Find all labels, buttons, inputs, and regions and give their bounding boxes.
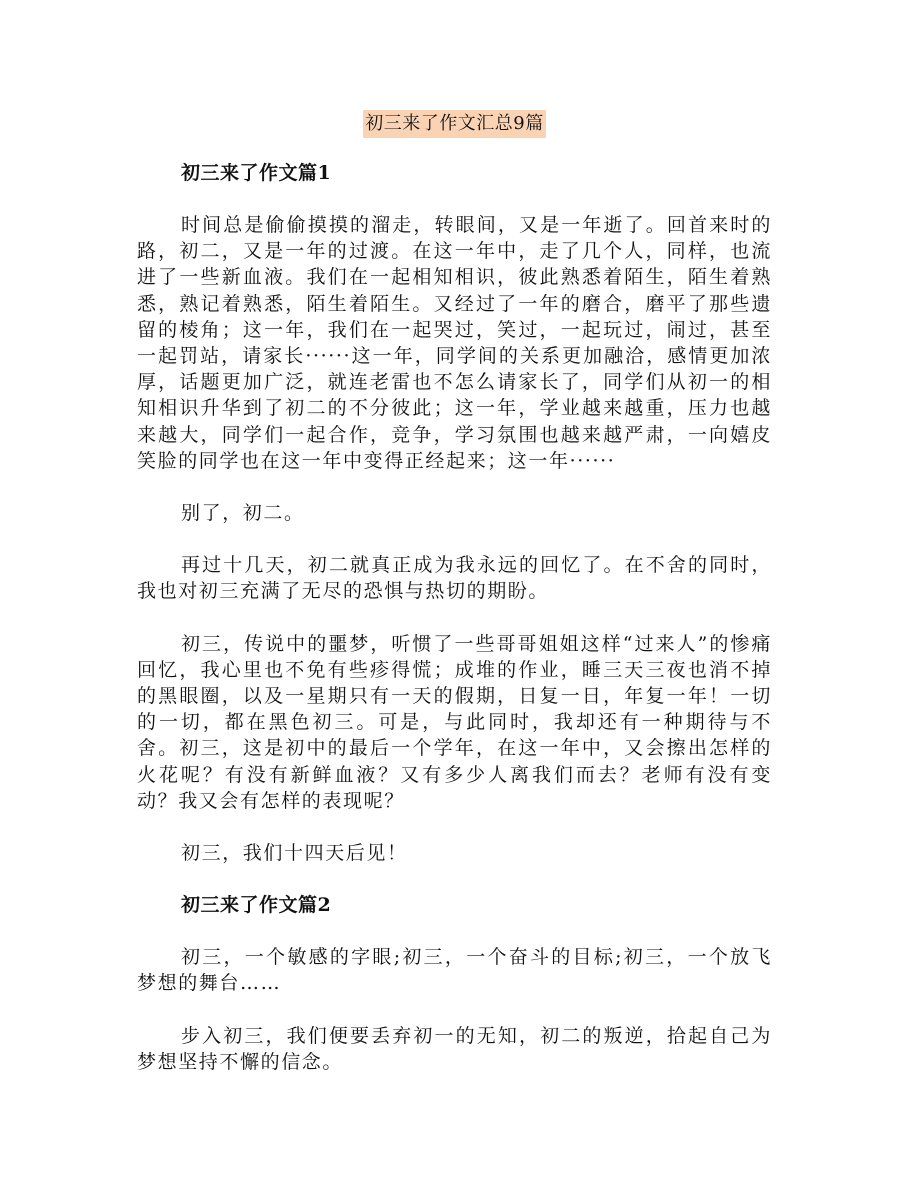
essay-2-paragraph-2: 步入初三，我们便要丢弃初一的无知，初二的叛逆，拾起自己为梦想坚持不懈的信念。 [137,1024,772,1073]
essay-1-heading: 初三来了作文篇1 [181,162,332,184]
document-title [137,110,772,138]
document-title-text: 初三来了作文汇总9篇 [363,110,545,138]
essay-1-paragraph-2: 别了，初二。 [181,502,305,525]
document-page [137,0,772,1075]
essay-2-paragraph-1: 初三，一个敏感的字眼;初三，一个奋斗的目标;初三，一个放飞梦想的舞台…… [137,946,772,995]
essay-1-paragraph-4: 初三，传说中的噩梦，听惯了一些哥哥姐姐这样“过来人”的惨痛回忆，我心里也不免有些疹得慌；成堆的作业，睡三天三夜也消不掉的黑眼圈，以及一星期只有一天的假期，日复一日，年复一年！一切的一切，都在黑色初三。可是，与此同时，我却还有一种期待与不舍。初三，这是初中的最后一个学年，在这一年中，又会擦出怎样的火花呢？有没有新鲜血液？又有多少人离我们而去？老师有没有变动？我又会有怎样的表现呢？ [137,632,772,812]
essay-1-paragraph-1: 时间总是偷偷摸摸的溜走，转眼间，又是一年逝了。回首来时的路，初二，又是一年的过渡。在这一年中，走了几个人，同样，也流进了一些新血液。我们在一起相知相识，彼此熟悉着陌生，陌生着熟悉，熟记着熟悉，陌生着陌生。又经过了一年的磨合，磨平了那些遗留的棱角；这一年，我们在一起哭过，笑过，一起玩过，闹过，甚至一起罚站，请家长······这一年，同学间的关系更加融洽，感情更加浓厚，话题更加广泛，就连老雷也不怎么请家长了，同学们从初一的相知相识升华到了初二的不分彼此；这一年，学业越来越重，压力也越来越大，同学们一起合作，竞争，学习氛围也越来越严肃，一向嬉皮笑脸的同学也在这一年中变得正经起来；这一年······ [137,214,772,472]
essay-1-paragraph-3: 再过十几天，初二就真正成为我永远的回忆了。在不舍的同时，我也对初三充满了无尽的恐惧与热切的期盼。 [137,554,772,603]
essay-2-heading: 初三来了作文篇2 [181,894,332,917]
essay-1-paragraph-5: 初三，我们十四天后见！ [181,842,408,865]
